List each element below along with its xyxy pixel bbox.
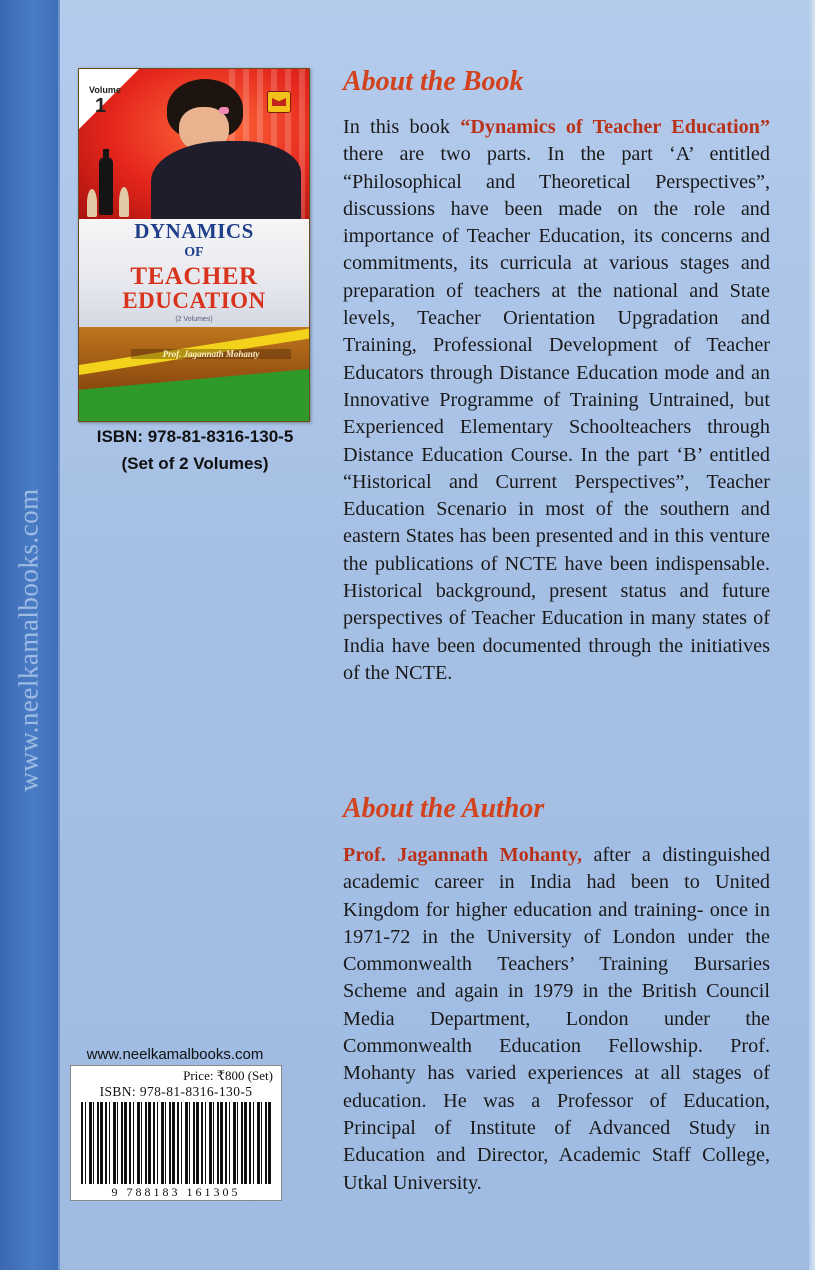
- author-name: Prof. Jagannath Mohanty,: [343, 844, 583, 866]
- isbn-set: ISBN: 978-81-8316-130-5: [96, 427, 294, 446]
- barcode-url: www.neelkamalbooks.com: [86, 1046, 264, 1063]
- cover-volumes-note: (2 Volumes): [175, 316, 213, 323]
- chess-pawn-icon: [119, 187, 129, 217]
- publisher-logo-icon: [267, 91, 291, 113]
- barcode-bars-icon: [81, 1102, 271, 1184]
- volume-badge: [79, 69, 139, 129]
- barcode-sticker: [70, 1065, 282, 1201]
- cover-thumbnail: [78, 68, 310, 422]
- hair-clip: [219, 107, 229, 114]
- book-spine: [0, 0, 60, 1270]
- price: Price: ₹800 (Set): [183, 1068, 273, 1083]
- cover-title-education: EDUCATION: [122, 288, 266, 313]
- about-author-text: [343, 842, 770, 1197]
- volume-number: 1: [95, 95, 107, 117]
- barcode-isbn: ISBN: 978-81-8316-130-5: [99, 1084, 253, 1099]
- about-author-body: after a distinguished academic career in India had been to United Kingdom for higher education and training- once in 1971-72 in the University of London under the Commonwealth Teachers’ Training Bursaries Scheme and again in 1979 in the British Council Media Department, London under the Commonwealth Education Fellowship. Prof. Mohanty has varied experiences at all stages of education. He was a Professor of Education, Principal of Institute of Advanced Study in Education and Director, Academic Staff College, Utkal University.: [343, 844, 771, 1194]
- book-title-highlight: “Dynamics of Teacher Education”: [460, 116, 770, 138]
- chess-pawn-icon: [87, 189, 97, 217]
- about-book-text: [343, 114, 770, 687]
- cover-photo-area: [79, 69, 309, 219]
- cover-title-dynamics: DYNAMICS: [134, 219, 254, 243]
- barcode-digits: 9 788183 161305: [111, 1185, 241, 1199]
- page-edge: [809, 0, 815, 1270]
- volume-label: Volume: [89, 85, 121, 95]
- cover-title-teacher: TEACHER: [130, 263, 258, 290]
- about-book-intro: In this book: [343, 116, 461, 138]
- chess-king-icon: [99, 157, 113, 215]
- girl-body: [151, 141, 301, 221]
- isbn-set-note: (Set of 2 Volumes): [121, 454, 269, 473]
- cover-title-of: OF: [184, 245, 204, 260]
- about-book-heading: About the Book: [343, 66, 524, 97]
- about-author-heading: About the Author: [343, 793, 545, 824]
- spine-url: www.neelkamalbooks.com: [13, 488, 44, 792]
- about-book-body: there are two parts. In the part ‘A’ entitled “Philosophical and Theoretical Perspectives”, discussions have been made on the role and importance of Teacher Education, its concerns and commitments, its curricula at various stages and preparation of teachers at the national and State levels, Teacher Orientation Upgradation and Training, Professional Development of Teacher Educators through Distance Education mode and an Innovative Programme of Training Untrained, but Experienced Elementary Schoolteachers through Distance Education Course. In the part ‘B’ entitled “Historical and Current Perspectives”, Teacher Education Scenario in most of the southern and eastern States has been presented and in this venture the publications of NCTE have been indispensable. Historical background, present status and future perspectives of Teacher Education in many states of India have been documented through the initiatives of the NCTE.: [343, 143, 770, 684]
- cover-author: Prof. Jagannath Mohanty: [131, 349, 291, 359]
